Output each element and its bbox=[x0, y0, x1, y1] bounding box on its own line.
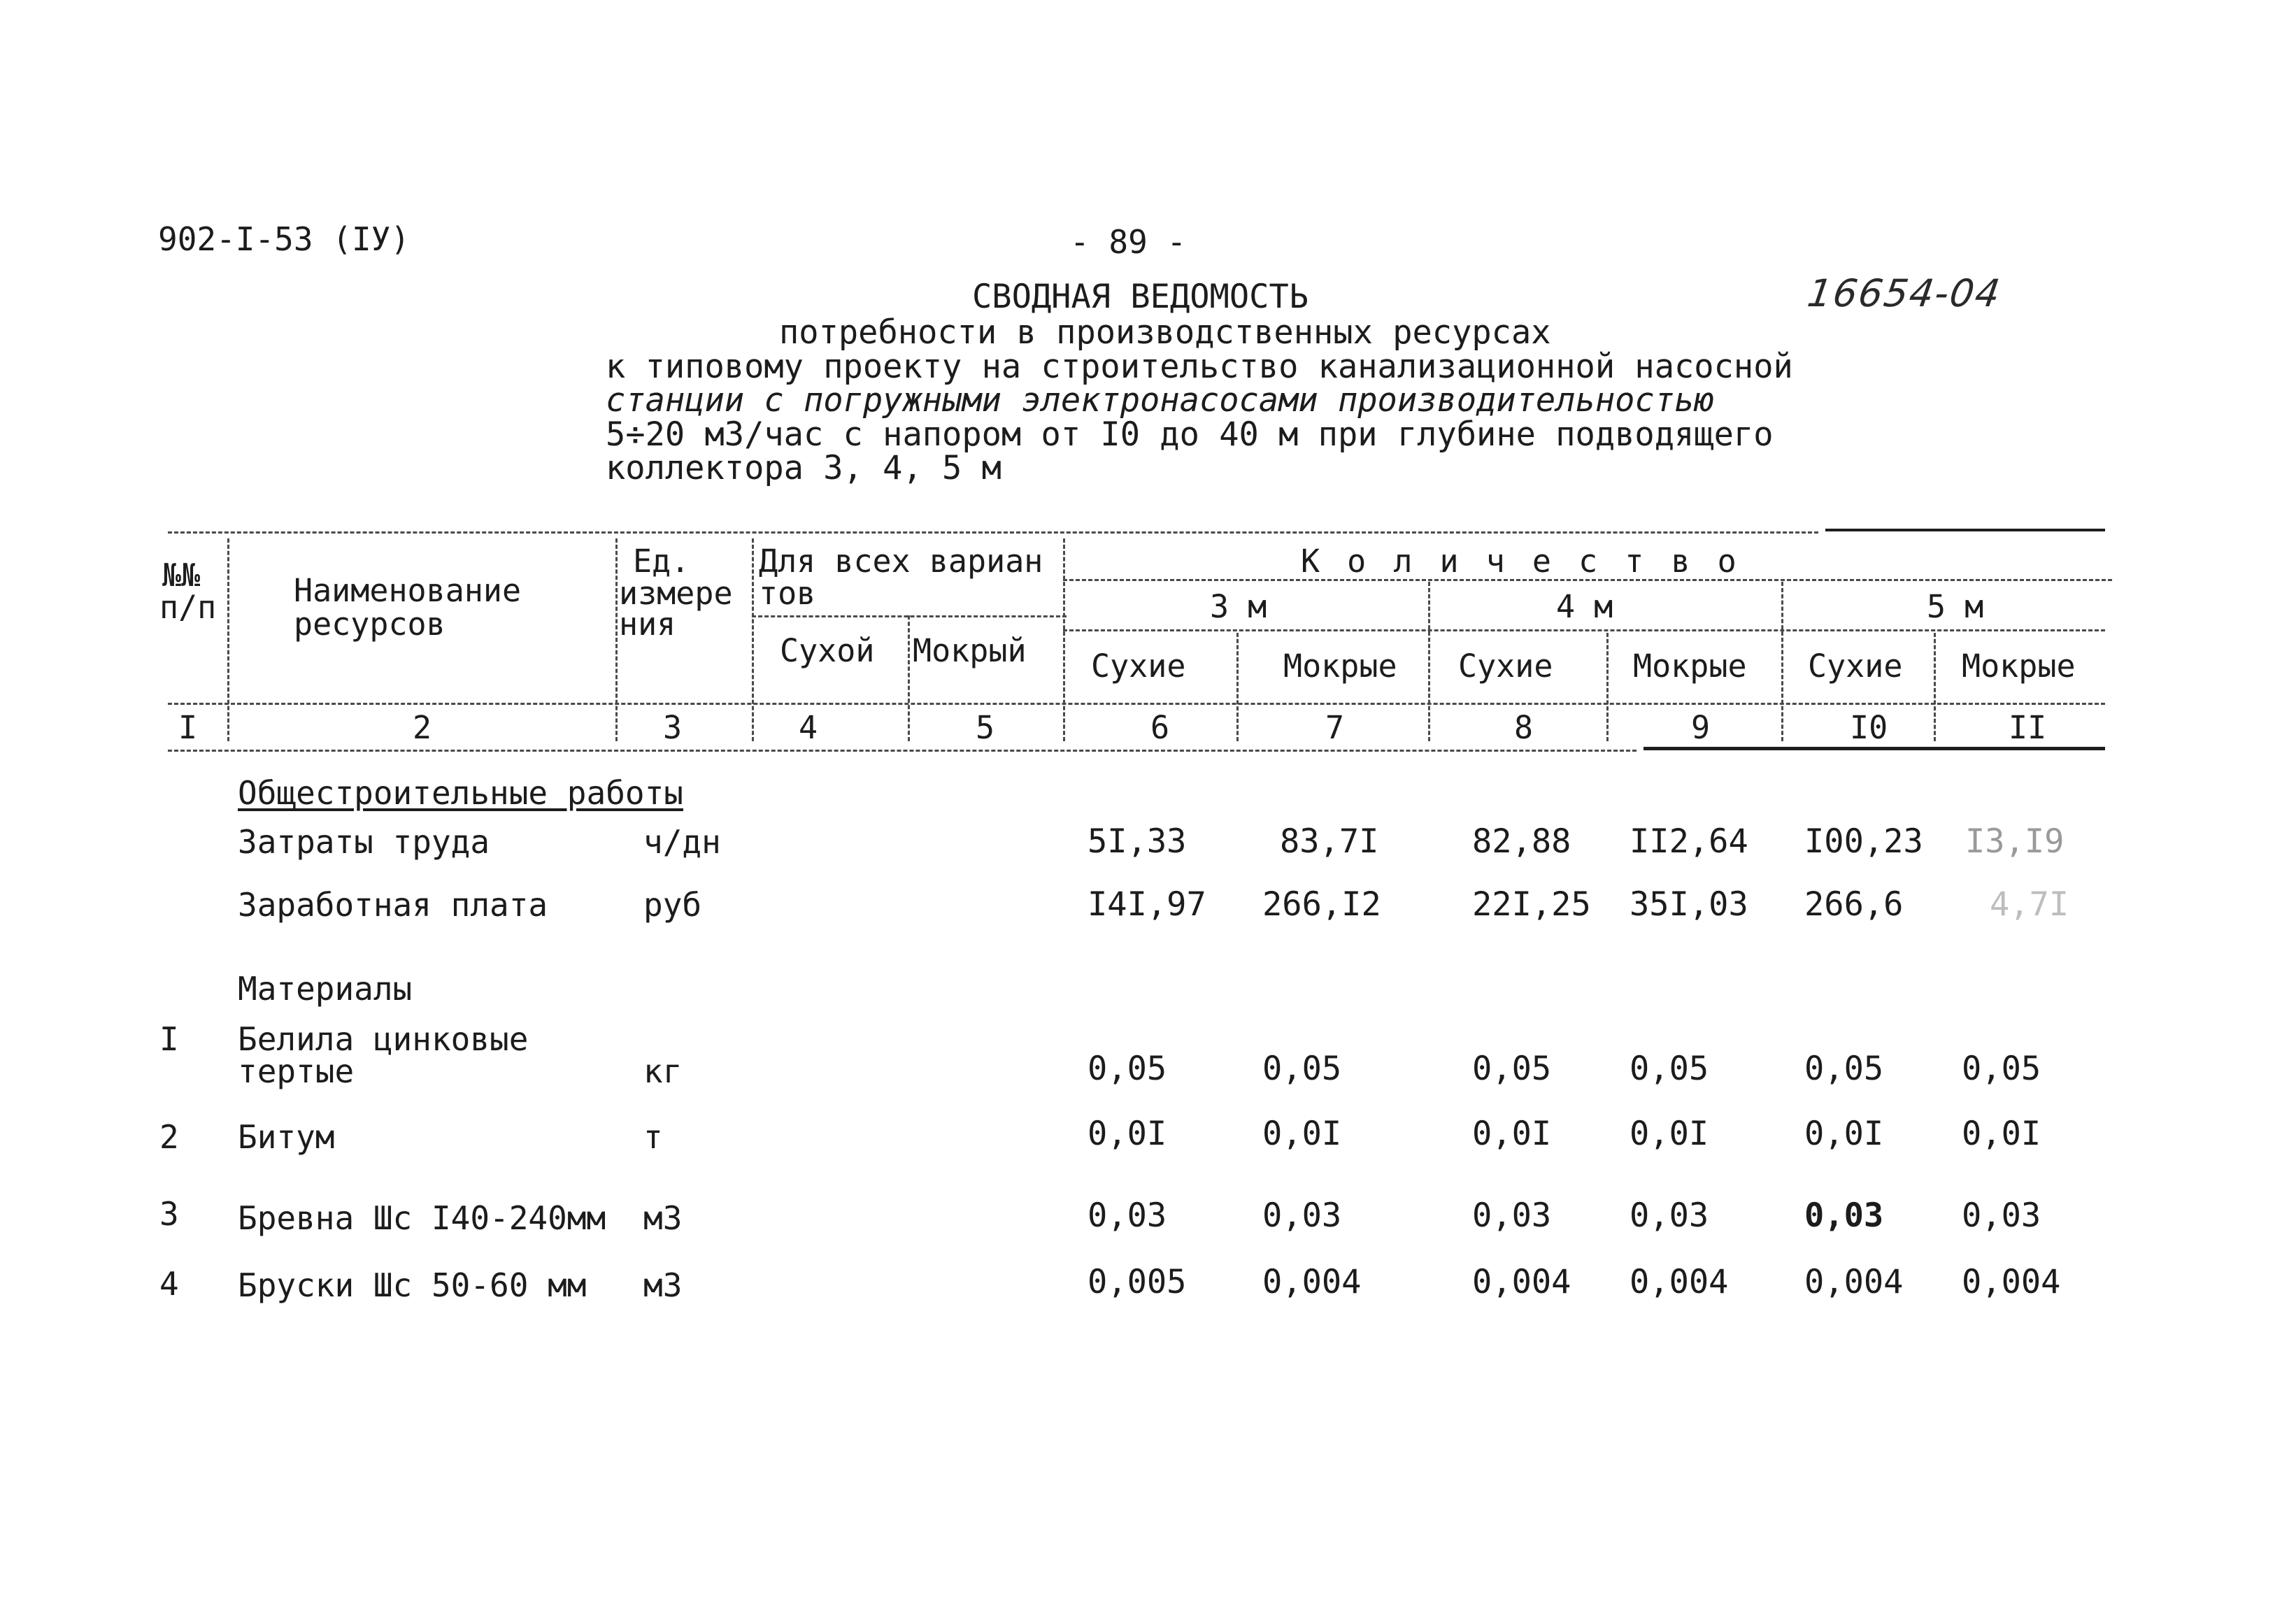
col-sep-6 bbox=[1236, 633, 1239, 741]
row-labor-unit: ч/дн bbox=[643, 823, 721, 861]
title-line-5: коллектора 3, 4, 5 м bbox=[606, 449, 1001, 487]
colnum-2: 2 bbox=[413, 709, 432, 746]
row-logs-val-9: 0,03 bbox=[1630, 1196, 1709, 1235]
col-sep-10 bbox=[1934, 633, 1936, 741]
row-logs-val-10: 0,03 bbox=[1804, 1196, 1884, 1235]
header-name-2: ресурсов bbox=[294, 606, 445, 643]
header-depth-3m: 3 м bbox=[1210, 588, 1267, 625]
header-bottom-rule bbox=[168, 750, 1637, 752]
document-heading: СВОДНАЯ ВЕДОМОСТЬ bbox=[972, 278, 1309, 316]
header-depth-5m: 5 м bbox=[1927, 588, 1984, 625]
header-top-rule-solid bbox=[1825, 529, 2105, 531]
row-bitumen-val-7: 0,0I bbox=[1262, 1115, 1342, 1153]
row-wages-val-11: 4,7I bbox=[1990, 885, 2069, 924]
row-bars-val-10: 0,004 bbox=[1804, 1263, 1904, 1301]
row-zinc-num: I bbox=[159, 1020, 179, 1058]
row-zinc-val-10: 0,05 bbox=[1804, 1050, 1884, 1088]
header-4m-dry: Сухие bbox=[1458, 648, 1553, 685]
row-wages-val-9: 35I,03 bbox=[1630, 885, 1748, 924]
row-zinc-name-1: Белила цинковые bbox=[238, 1020, 529, 1058]
title-line-2: к типовому проекту на строительство канализационной насосной bbox=[606, 348, 1793, 386]
row-logs-name: Бревна Шс I40-240мм bbox=[238, 1199, 606, 1237]
row-labor-val-9: II2,64 bbox=[1630, 822, 1748, 861]
row-bitumen-val-6: 0,0I bbox=[1088, 1115, 1167, 1153]
row-logs-val-11: 0,03 bbox=[1962, 1196, 2041, 1235]
colnum-3: 3 bbox=[663, 709, 683, 746]
row-zinc-val-9: 0,05 bbox=[1630, 1050, 1709, 1088]
header-3m-wet: Мокрые bbox=[1283, 648, 1397, 685]
header-wet: Мокрый bbox=[913, 632, 1027, 669]
colnum-4: 4 bbox=[799, 709, 818, 746]
row-labor-val-11: I3,I9 bbox=[1965, 822, 2065, 861]
colnum-9: 9 bbox=[1691, 709, 1711, 746]
col-sep-7 bbox=[1428, 582, 1430, 741]
row-bars-val-9: 0,004 bbox=[1630, 1263, 1729, 1301]
section-materials: Материалы bbox=[238, 970, 413, 1008]
colnum-6: 6 bbox=[1150, 709, 1170, 746]
header-num-1: №№ bbox=[162, 557, 201, 594]
header-middle-rule bbox=[168, 703, 2105, 705]
row-zinc-val-7: 0,05 bbox=[1262, 1050, 1342, 1088]
colnum-5: 5 bbox=[976, 709, 995, 746]
title-line-1: потребности в производственных ресурсах bbox=[779, 313, 1551, 352]
col-sep-3 bbox=[752, 538, 754, 741]
row-bitumen-num: 2 bbox=[159, 1118, 179, 1156]
header-unit-2: измере bbox=[619, 575, 733, 612]
col-sep-9 bbox=[1781, 582, 1783, 741]
row-wages-name: Заработная плата bbox=[238, 886, 548, 924]
row-bars-val-6: 0,005 bbox=[1088, 1263, 1187, 1301]
colnum-1: I bbox=[178, 709, 198, 746]
row-bars-name: Бруски Шс 50-60 мм bbox=[238, 1266, 587, 1304]
row-zinc-val-11: 0,05 bbox=[1962, 1050, 2041, 1088]
row-logs-val-8: 0,03 bbox=[1472, 1196, 1552, 1235]
header-top-rule bbox=[168, 531, 1818, 534]
row-zinc-name-2: тертые bbox=[238, 1052, 355, 1090]
colnum-10: I0 bbox=[1850, 709, 1888, 746]
col-sep-2 bbox=[615, 538, 618, 741]
row-bars-val-7: 0,004 bbox=[1262, 1263, 1362, 1301]
title-line-4: 5÷20 м3/час с напором от I0 до 40 м при глубине подводящего bbox=[606, 415, 1774, 454]
row-zinc-val-8: 0,05 bbox=[1472, 1050, 1552, 1088]
header-quantity: К о л и ч е с т в о bbox=[1301, 543, 1741, 580]
row-labor-val-6: 5I,33 bbox=[1088, 822, 1187, 861]
header-dry: Сухой bbox=[780, 632, 875, 669]
row-wages-val-6: I4I,97 bbox=[1088, 885, 1206, 924]
row-logs-num: 3 bbox=[159, 1195, 179, 1233]
row-bitumen-val-11: 0,0I bbox=[1962, 1115, 2041, 1153]
colnum-8: 8 bbox=[1514, 709, 1534, 746]
header-5m-dry: Сухие bbox=[1808, 648, 1903, 685]
depth-subheader-rule bbox=[1063, 629, 2105, 631]
row-wages-val-10: 266,6 bbox=[1804, 885, 1904, 924]
row-zinc-val-6: 0,05 bbox=[1088, 1050, 1167, 1088]
row-labor-val-7: 83,7I bbox=[1280, 822, 1379, 861]
title-line-3: станции с погружными электронасосами производительностью bbox=[606, 381, 1714, 420]
header-5m-wet: Мокрые bbox=[1962, 648, 2076, 685]
header-3m-dry: Сухие bbox=[1091, 648, 1186, 685]
row-bitumen-unit: т bbox=[643, 1118, 663, 1156]
col-sep-4 bbox=[908, 615, 910, 741]
header-4m-wet: Мокрые bbox=[1633, 648, 1747, 685]
col-sep-5 bbox=[1063, 538, 1065, 741]
row-bars-unit: м3 bbox=[643, 1266, 683, 1304]
header-variants-2: тов bbox=[759, 575, 816, 612]
col-sep-8 bbox=[1606, 633, 1609, 741]
row-bitumen-val-10: 0,0I bbox=[1804, 1115, 1884, 1153]
inventory-number: 16654-04 bbox=[1804, 271, 2004, 315]
row-labor-val-10: I00,23 bbox=[1804, 822, 1923, 861]
col-sep-1 bbox=[227, 538, 229, 741]
row-logs-val-6: 0,03 bbox=[1088, 1196, 1167, 1235]
colnum-11: II bbox=[2009, 709, 2047, 746]
row-bars-val-11: 0,004 bbox=[1962, 1263, 2061, 1301]
row-bars-val-8: 0,004 bbox=[1472, 1263, 1571, 1301]
row-zinc-unit: кг bbox=[643, 1052, 683, 1090]
section-general-works: Общестроительные работы bbox=[238, 774, 683, 812]
page-number: - 89 - bbox=[1070, 223, 1187, 261]
header-depth-4m: 4 м bbox=[1556, 588, 1613, 625]
header-unit-1: Ед. bbox=[633, 543, 690, 580]
document-code: 902-I-53 (IУ) bbox=[158, 220, 411, 258]
header-variants-1: Для всех вариан bbox=[759, 543, 1043, 580]
row-bitumen-name: Битум bbox=[238, 1118, 335, 1156]
row-bars-num: 4 bbox=[159, 1265, 179, 1303]
row-labor-val-8: 82,88 bbox=[1472, 822, 1571, 861]
colnum-7: 7 bbox=[1325, 709, 1345, 746]
row-labor-name: Затраты труда bbox=[238, 823, 490, 861]
header-unit-3: ния bbox=[619, 606, 676, 643]
row-logs-unit: м3 bbox=[643, 1199, 683, 1237]
row-bitumen-val-8: 0,0I bbox=[1472, 1115, 1552, 1153]
row-wages-val-7: 266,I2 bbox=[1262, 885, 1381, 924]
row-logs-val-7: 0,03 bbox=[1262, 1196, 1342, 1235]
row-wages-unit: руб bbox=[643, 886, 702, 924]
header-name-1: Наименование bbox=[294, 572, 522, 609]
header-bottom-rule-solid bbox=[1643, 747, 2105, 750]
row-bitumen-val-9: 0,0I bbox=[1630, 1115, 1709, 1153]
header-num-2: п/п bbox=[159, 589, 217, 626]
row-wages-val-8: 22I,25 bbox=[1472, 885, 1591, 924]
